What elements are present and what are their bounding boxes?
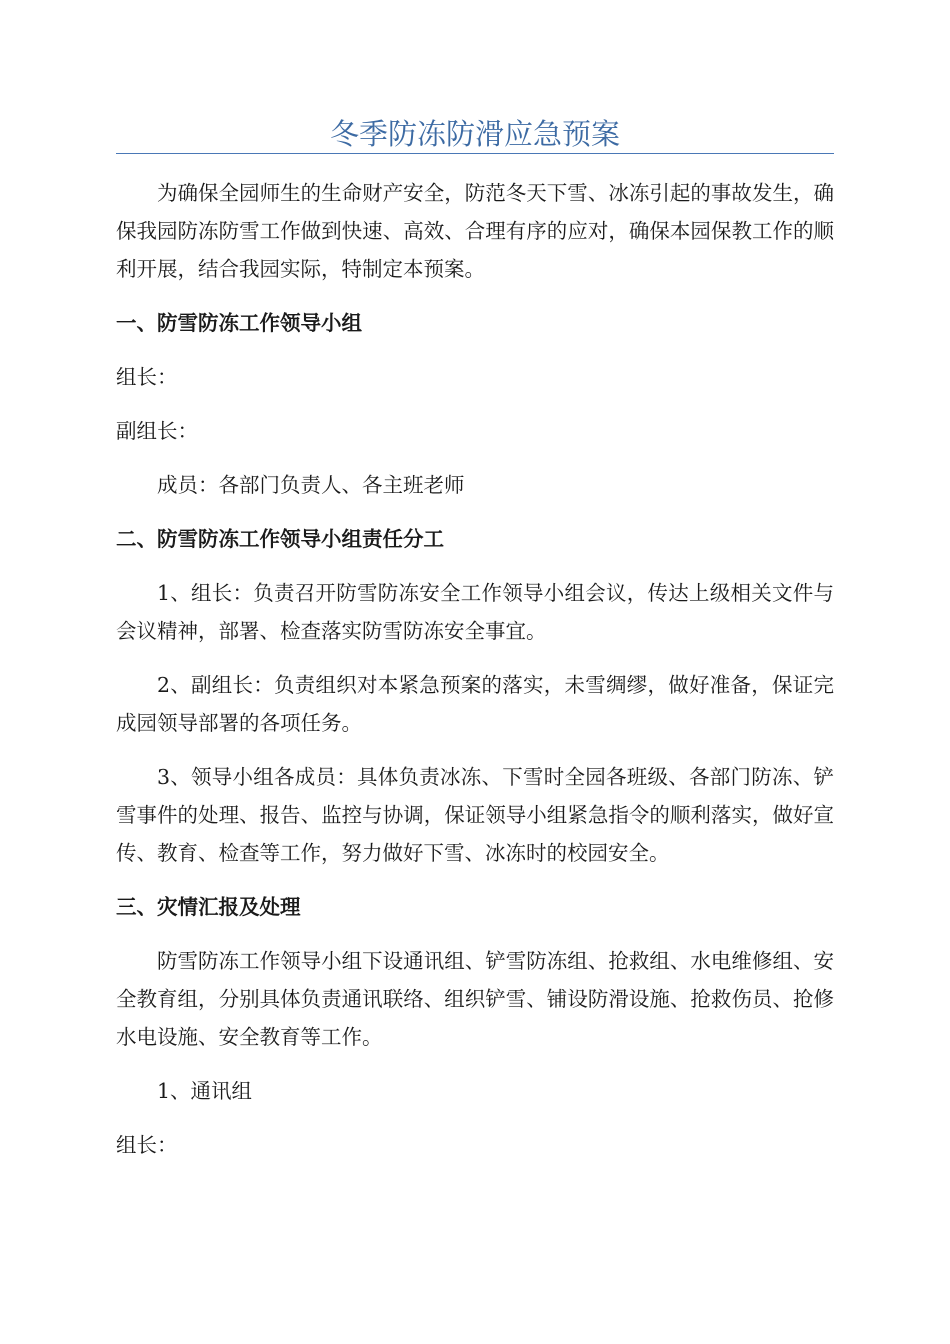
leader-line: 组长：	[116, 365, 178, 389]
title-underline	[116, 153, 834, 154]
document-title: 冬季防冻防滑应急预案	[329, 117, 620, 151]
duty-item-1: 1、组长：负责召开防雪防冻安全工作领导小组会议，传达上级相关文件与会议精神，部署、检查落实防雪防冻安全事宜。	[116, 581, 834, 643]
document-body	[116, 174, 834, 1164]
section-1-heading: 一、防雪防冻工作领导小组	[116, 311, 362, 335]
subgroup-1-heading: 1、通讯组	[157, 1079, 253, 1103]
section-3-heading: 三、灾情汇报及处理	[116, 895, 301, 919]
vice-leader-line: 副组长：	[116, 419, 198, 443]
members-line: 成员：各部门负责人、各主班老师	[157, 473, 465, 497]
subgroup-1-leader-line: 组长：	[116, 1133, 178, 1157]
section-3-paragraph: 防雪防冻工作领导小组下设通讯组、铲雪防冻组、抢救组、水电维修组、安全教育组，分别具体负责通讯联络、组织铲雪、铺设防滑设施、抢救伤员、抢修水电设施、安全教育等工作。	[116, 949, 834, 1049]
intro-paragraph: 为确保全园师生的生命财产安全，防范冬天下雪、冰冻引起的事故发生，确保我园防冻防雪工作做到快速、高效、合理有序的应对，确保本园保教工作的顺利开展，结合我园实际，特制定本预案。	[116, 181, 834, 281]
section-2-heading: 二、防雪防冻工作领导小组责任分工	[116, 527, 444, 551]
duty-item-3: 3、领导小组各成员：具体负责冰冻、下雪时全园各班级、各部门防冻、铲雪事件的处理、报告、监控与协调，保证领导小组紧急指令的顺利落实，做好宣传、教育、检查等工作，努力做好下雪、冰冻时的校园安全。	[116, 765, 834, 865]
duty-item-2: 2、副组长：负责组织对本紧急预案的落实，未雪绸缪，做好准备，保证完成园领导部署的各项任务。	[116, 673, 834, 735]
